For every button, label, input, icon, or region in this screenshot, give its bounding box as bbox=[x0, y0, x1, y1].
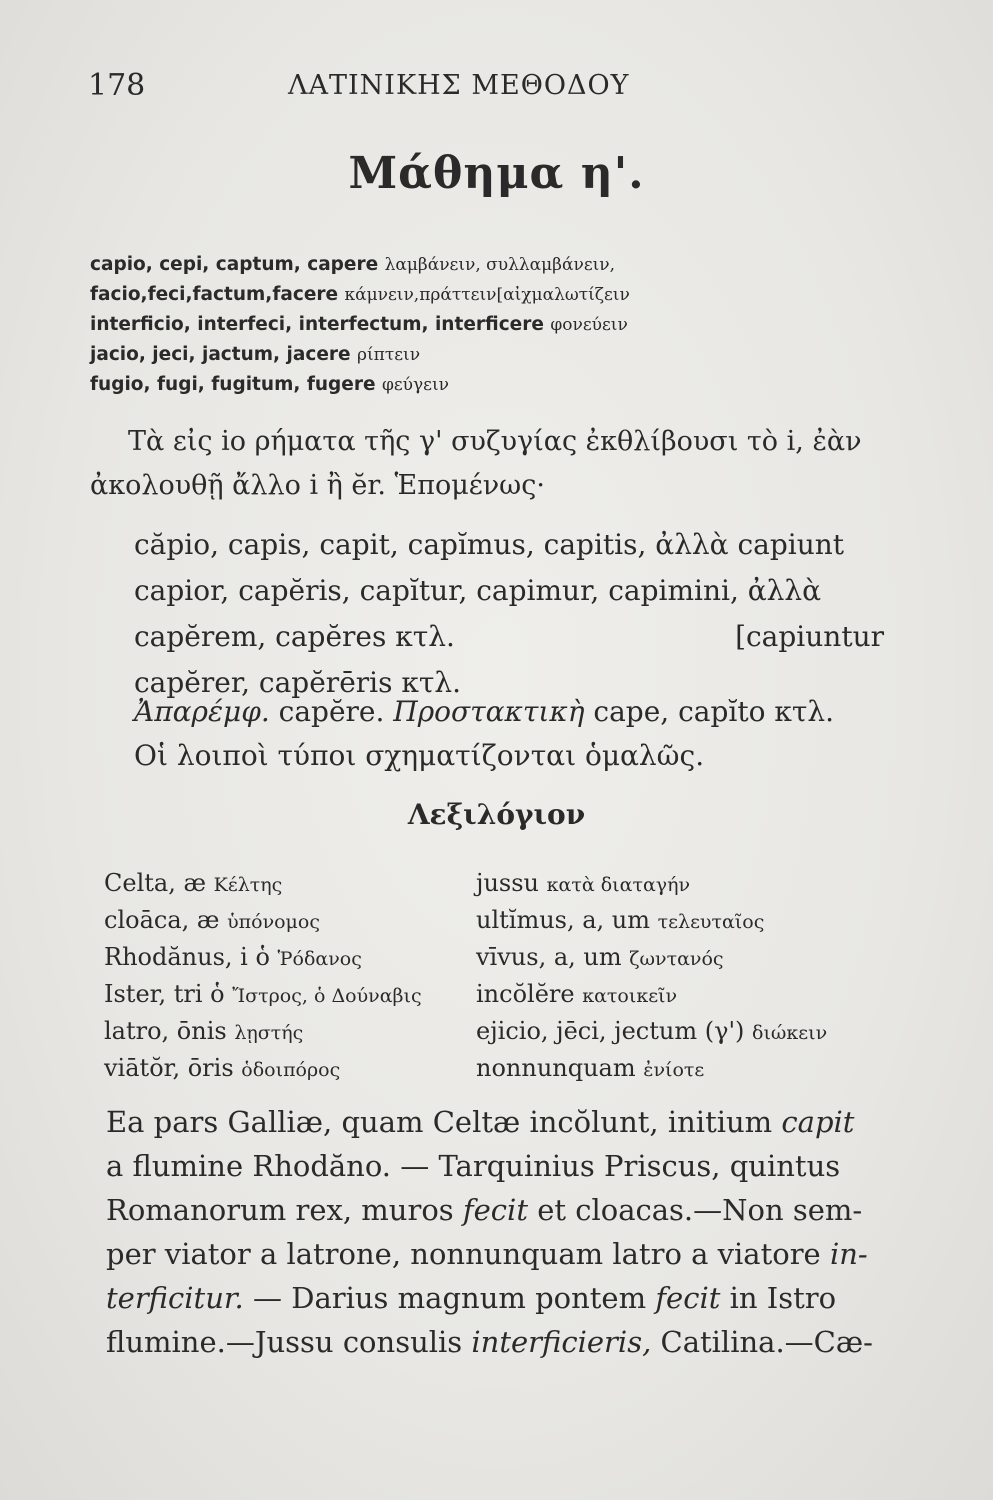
lexicon-latin: ultĭmus, a, um bbox=[476, 906, 651, 934]
paradigm-forms: capĕrer, capĕrēris κτλ. bbox=[134, 666, 462, 699]
exercise-text-run: per viator a latrone, nonnunquam latro a viatore bbox=[106, 1237, 830, 1271]
verb-latin: facio,feci,factum,facere bbox=[90, 284, 339, 305]
lexicon-latin: latro, ōnis bbox=[104, 1017, 227, 1045]
verb-greek: λαμβάνειν, συλλαμβάνειν, bbox=[384, 255, 616, 275]
infinitive-form: capĕre. bbox=[278, 695, 385, 728]
exercise-line bbox=[106, 1232, 886, 1276]
lexicon-entry bbox=[476, 866, 827, 903]
lexicon-entry bbox=[104, 977, 422, 1014]
lexicon-entry bbox=[104, 903, 422, 940]
imperative-label: Προστακτικὴ bbox=[393, 695, 585, 728]
exercise-text-run: Catilina.—Cæ- bbox=[651, 1325, 873, 1359]
paradigm-forms: căpio, capis, capit, capĭmus, capitis, ἀλλὰ capiunt bbox=[134, 528, 845, 561]
lexicon-right-column bbox=[476, 866, 827, 1088]
imperative-forms: cape, capĭto κτλ. bbox=[593, 695, 834, 728]
verb-entry bbox=[90, 280, 880, 310]
verb-latin: fugio, fugi, fugitum, fugere bbox=[90, 374, 376, 395]
conjugation-paradigm bbox=[134, 522, 884, 706]
verb-latin: capio, cepi, captum, capere bbox=[90, 254, 379, 275]
exercise-verb: terficitur. bbox=[106, 1281, 244, 1315]
exercise-text-run: et cloacas.—Non sem- bbox=[527, 1193, 863, 1227]
lexicon-greek: κατὰ διαταγήν bbox=[546, 874, 691, 896]
lexicon-latin: nonnunquam bbox=[476, 1054, 636, 1082]
lexicon-latin: vīvus, a, um bbox=[476, 943, 622, 971]
exercise-line bbox=[106, 1320, 886, 1364]
running-title: ΛΑΤΙΝΙΚΗΣ ΜΕΘΟΔΟΥ bbox=[288, 70, 630, 101]
lexicon-heading: Λεξιλόγιον bbox=[407, 798, 586, 831]
lexicon-greek: Ἴστρος, ὁ Δούναβις bbox=[232, 985, 422, 1007]
lexicon-greek: τελευταῖος bbox=[657, 911, 765, 933]
verb-entry bbox=[90, 250, 880, 280]
verb-latin: interficio, interfeci, interfectum, interficere bbox=[90, 314, 544, 335]
rule-line: ἀκολουθῇ ἄλλο i ἢ ĕr. Ἑπομένως· bbox=[90, 470, 545, 501]
exercise-verb: fecit bbox=[655, 1281, 721, 1315]
exercise-verb: capit bbox=[781, 1105, 855, 1139]
lexicon-entry bbox=[476, 903, 827, 940]
exercise-verb: fecit bbox=[462, 1193, 528, 1227]
exercise-line bbox=[106, 1276, 886, 1320]
lexicon-greek: διώκειν bbox=[752, 1022, 828, 1044]
page-number: 178 bbox=[88, 68, 146, 103]
exercise-text-run: Romanorum rex, muros bbox=[106, 1193, 463, 1227]
lexicon-greek: Κέλτης bbox=[213, 874, 283, 896]
lexicon-latin: ejicio, jēci, jectum (γ') bbox=[476, 1017, 745, 1045]
lexicon-entry bbox=[104, 1051, 422, 1088]
lexicon-entry bbox=[104, 866, 422, 903]
exercise-verb: in- bbox=[829, 1237, 868, 1271]
lexicon-entry bbox=[104, 940, 422, 977]
running-head bbox=[88, 68, 888, 108]
lexicon-latin: Rhodănus, i ὁ bbox=[104, 943, 270, 971]
lexicon-latin: cloāca, æ bbox=[104, 906, 220, 934]
lexicon-greek: κατοικεῖν bbox=[582, 985, 678, 1007]
verb-latin: jacio, jeci, jactum, jacere bbox=[90, 344, 351, 365]
lexicon-greek: ὑπόνομος bbox=[227, 911, 320, 933]
exercise-line bbox=[106, 1144, 886, 1188]
exercise-text bbox=[106, 1100, 886, 1364]
lexicon-greek: Ῥόδανος bbox=[277, 948, 362, 970]
lesson-title: Μάθημα η'. bbox=[348, 148, 645, 199]
infinitive-label: Ἀπαρέμφ. bbox=[134, 695, 270, 728]
exercise-line bbox=[106, 1100, 886, 1144]
lexicon-entry bbox=[476, 940, 827, 977]
lexicon-greek: ὁδοιπόρος bbox=[241, 1059, 341, 1081]
grammar-rule bbox=[90, 420, 880, 508]
exercise-text-run: — Darius magnum pontem bbox=[243, 1281, 656, 1315]
lexicon-greek: λῃστής bbox=[234, 1022, 304, 1044]
paradigm-forms: capior, capĕris, capĭtur, capimur, capimini, ἀλλὰ bbox=[134, 574, 822, 607]
verb-entry bbox=[90, 310, 880, 340]
lexicon-entry bbox=[104, 1014, 422, 1051]
lexicon-latin: jussu bbox=[476, 869, 539, 897]
imperative-infinitive bbox=[134, 690, 894, 778]
paradigm-line bbox=[134, 614, 884, 660]
exercise-line bbox=[106, 1188, 886, 1232]
lexicon-latin: Ister, tri ὁ bbox=[104, 980, 225, 1008]
exercise-text-run: a flumine Rhodăno. — Tarquinius Priscus, quintus bbox=[106, 1149, 841, 1183]
paradigm-forms: capĕrem, capĕres κτλ. bbox=[134, 620, 455, 653]
lexicon-latin: viātŏr, ōris bbox=[104, 1054, 234, 1082]
lexicon-greek: ἐνίοτε bbox=[643, 1059, 705, 1081]
lexicon-latin: Celta, æ bbox=[104, 869, 207, 897]
lexicon-latin: incŏlĕre bbox=[476, 980, 575, 1008]
verb-vocabulary bbox=[90, 250, 880, 400]
exercise-text-run: flumine.—Jussu consulis bbox=[106, 1325, 472, 1359]
verb-greek: κάμνειν,πράττειν[αἰχμαλωτίζειν bbox=[344, 285, 630, 305]
lexicon-left-column bbox=[104, 866, 422, 1088]
lexicon-entry bbox=[476, 1051, 827, 1088]
lexicon-greek: ζωντανός bbox=[629, 948, 724, 970]
verb-entry bbox=[90, 370, 880, 400]
paradigm-continuation: [capiuntur bbox=[735, 620, 884, 653]
lexicon-entry bbox=[476, 977, 827, 1014]
exercise-text-run: in Istro bbox=[720, 1281, 837, 1315]
paradigm-line bbox=[134, 522, 884, 568]
others-note: Οἱ λοιποὶ τύποι σχηματίζονται ὁμαλῶς. bbox=[134, 739, 705, 772]
lexicon-entry bbox=[476, 1014, 827, 1051]
paradigm-line bbox=[134, 568, 884, 614]
verb-greek: φονεύειν bbox=[550, 315, 628, 335]
verb-greek: φεύγειν bbox=[381, 375, 449, 395]
rule-line: Τὰ εἰς io ρήματα τῆς γ' συζυγίας ἐκθλίβουσι τὸ i, ἐὰν bbox=[128, 426, 862, 457]
verb-greek: ρίπτειν bbox=[357, 345, 421, 365]
exercise-verb: interficieris, bbox=[471, 1325, 652, 1359]
verb-entry bbox=[90, 340, 880, 370]
imperative-line bbox=[134, 690, 894, 734]
exercise-text-run: Ea pars Galliæ, quam Celtæ incŏlunt, initium bbox=[106, 1105, 782, 1139]
